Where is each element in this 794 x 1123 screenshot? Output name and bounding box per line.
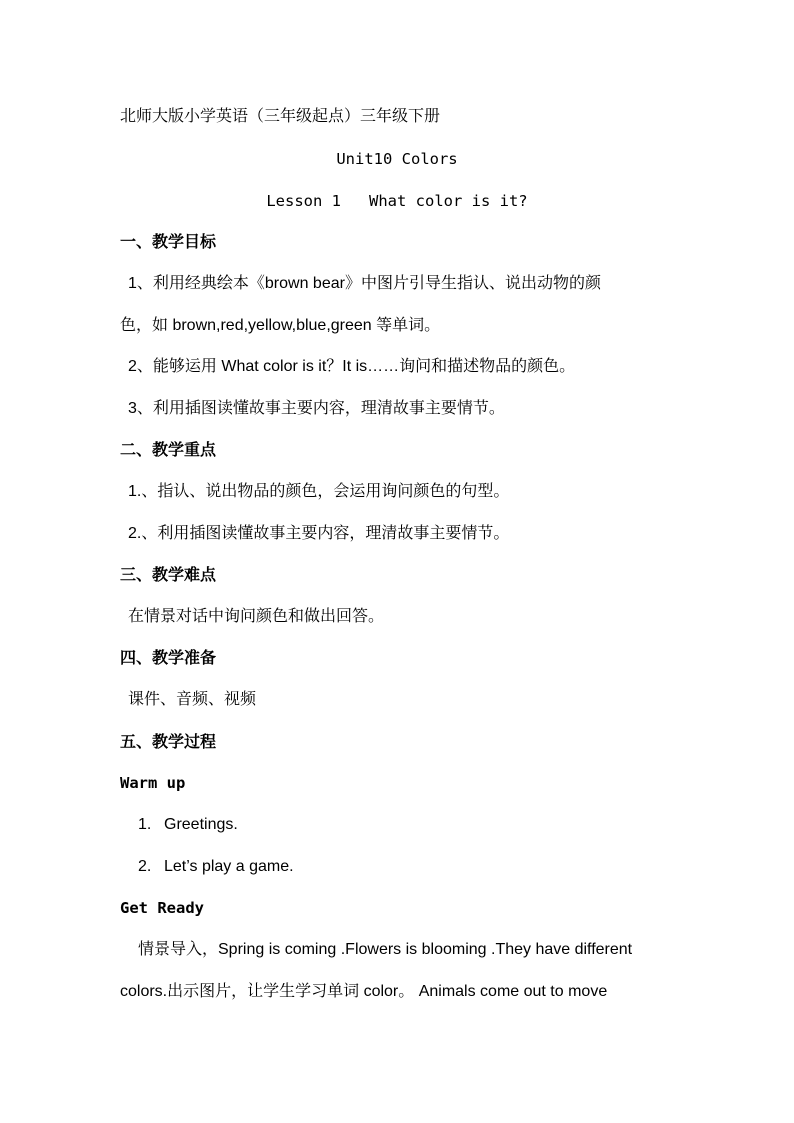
objective-1-line-1: 1、利用经典绘本《brown bear》中图片引导生指认、说出动物的颜 (128, 275, 601, 292)
warm-up-heading: Warm up (120, 774, 186, 792)
objective-3: 3、利用插图读懂故事主要内容，理清故事主要情节。 (128, 400, 505, 417)
difficulty-1: 在情景对话中询问颜色和做出回答。 (128, 608, 385, 625)
lesson-title: Lesson 1 What color is it? (266, 192, 528, 210)
key-points-heading: 二、教学重点 (120, 440, 217, 459)
list-item-text: Let’s play a game. (164, 858, 294, 875)
document-title: 北师大版小学英语（三年级起点）三年级下册 (120, 108, 441, 125)
key-point-1: 1.、指认、说出物品的颜色，会运用询问颜色的句型。 (128, 483, 510, 500)
list-item-text: Greetings. (164, 816, 238, 833)
key-point-2: 2.、利用插图读懂故事主要内容，理清故事主要情节。 (128, 525, 510, 542)
difficulties-heading: 三、教学难点 (120, 565, 217, 584)
objective-2: 2、能够运用 What color is it？It is……询问和描述物品的颜色。 (128, 358, 576, 375)
get-ready-paragraph-line-2: colors.出示图片，让学生学习单词 color。 Animals come out to move (120, 983, 608, 1000)
list-item-number: 1. (138, 816, 152, 833)
get-ready-paragraph-line-1: 情景导入，Spring is coming .Flowers is blooming .They have different (138, 941, 633, 958)
list-item (138, 856, 698, 878)
objectives-heading: 一、教学目标 (120, 232, 217, 251)
process-heading: 五、教学过程 (120, 732, 217, 751)
preparation-heading: 四、教学准备 (120, 648, 217, 667)
list-item-number: 2. (138, 858, 152, 875)
get-ready-heading: Get Ready (120, 899, 204, 917)
objective-1-line-2: 色，如 brown,red,yellow,blue,green 等单词。 (120, 317, 441, 334)
preparation-1: 课件、音频、视频 (128, 691, 257, 708)
unit-title: Unit10 Colors (336, 150, 458, 168)
list-item (138, 814, 698, 836)
